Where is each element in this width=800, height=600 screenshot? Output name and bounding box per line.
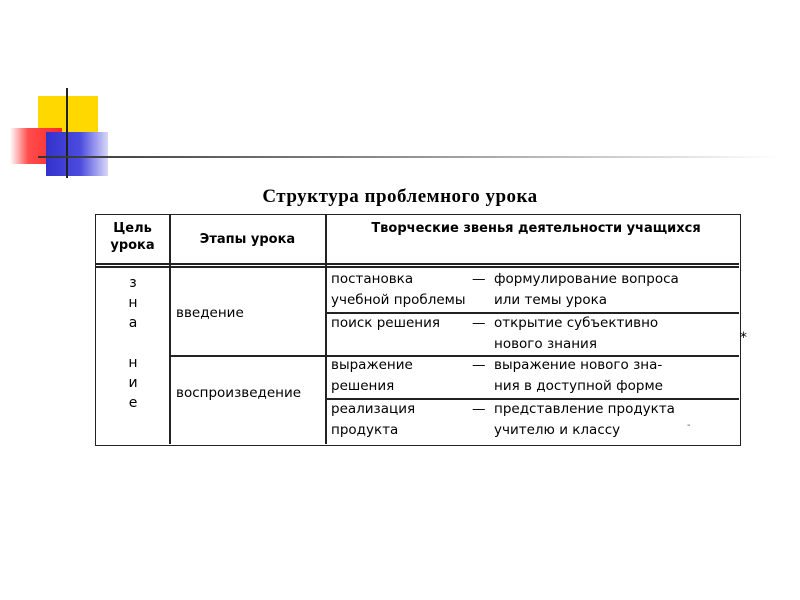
row1-dash: — (472, 271, 486, 287)
lesson-structure-table (95, 214, 741, 446)
asterisk-mark: * (740, 330, 747, 346)
goal-letter: н (128, 355, 138, 371)
stage-reproduction: воспроизведение (176, 385, 302, 401)
goal-letter: е (128, 395, 138, 411)
goal-letter: а (128, 315, 138, 331)
row4-right: представление продукта учителю и классу (494, 401, 675, 438)
row3-left: выражение решения (331, 357, 413, 394)
row2-dash: — (472, 315, 486, 331)
row3-dash: — (472, 357, 486, 373)
table-header-line (96, 266, 739, 268)
decor-blue-square (46, 132, 108, 176)
page-title: Структура проблемного урока (262, 186, 538, 207)
header-stages: Этапы урока (199, 232, 296, 247)
row2-left: поиск решения (331, 315, 440, 331)
row4-left: реализация продукта (331, 401, 416, 438)
header-creative: Творческие звенья деятельности учащихся (371, 221, 701, 236)
row3-right: выражение нового зна- ния в доступной форме (494, 357, 663, 394)
table-col-line (325, 215, 327, 444)
table-header-line (96, 263, 739, 265)
goal-letter: з (129, 275, 137, 291)
decor-vertical-line (66, 88, 68, 178)
goal-letter-gap (96, 333, 170, 353)
goal-vertical-word (96, 273, 170, 413)
row1-right: формулирование вопроса или темы урока (494, 271, 679, 308)
row4-dash: — (472, 401, 486, 417)
decor-horizontal-line (38, 156, 778, 158)
row2-right: открытие субъективно нового знания (494, 315, 659, 352)
stage-introduction: введение (176, 305, 244, 321)
goal-letter: н (128, 295, 138, 311)
header-goal: Цель урока (110, 221, 155, 253)
tick-mark: - (687, 420, 691, 431)
row1-left: постановка учебной проблемы (331, 271, 466, 308)
goal-letter: и (128, 375, 138, 391)
